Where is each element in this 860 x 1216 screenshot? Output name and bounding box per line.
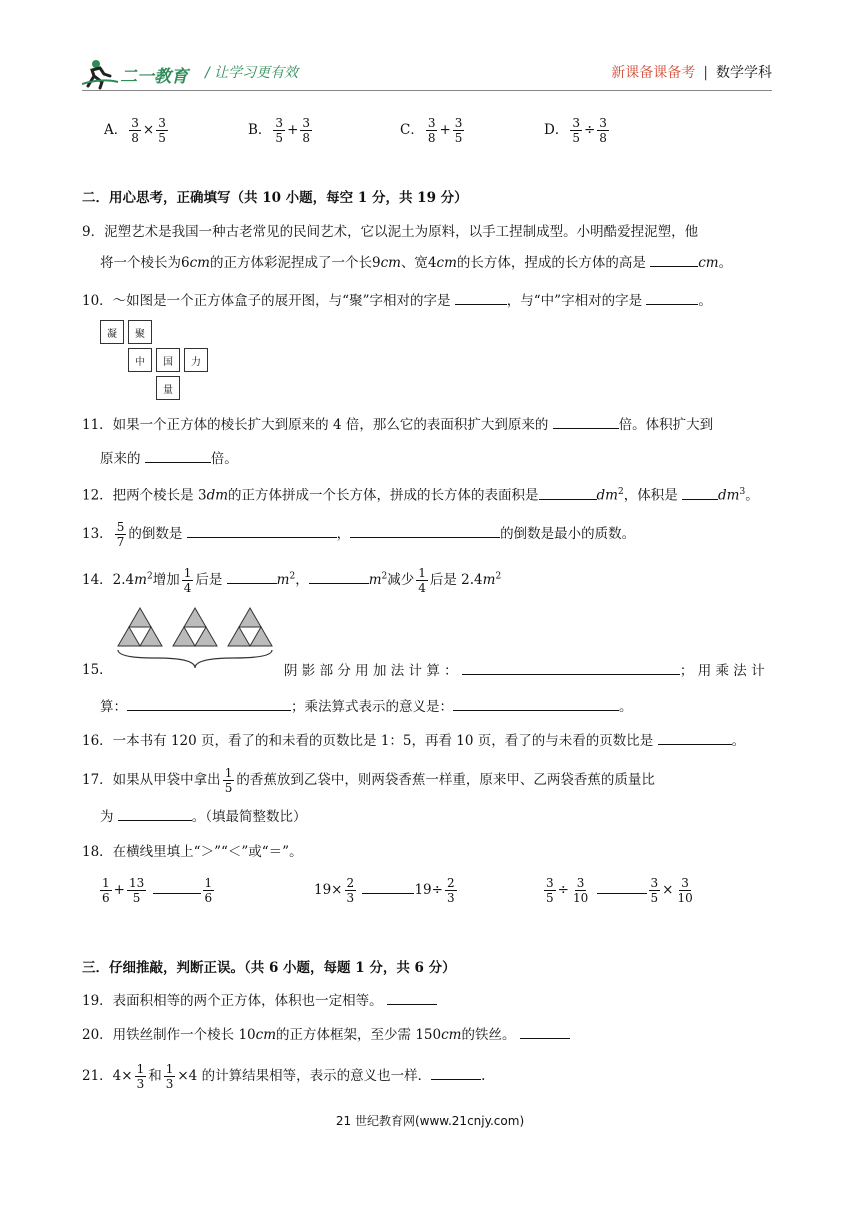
option-c [400,116,466,145]
answer-blank[interactable] [362,879,414,894]
answer-blank[interactable] [227,569,277,584]
fraction: $\frac{3}{5}$ [572,116,580,145]
answer-blank[interactable] [682,485,718,500]
answer-blank[interactable] [309,569,369,584]
fraction: $\frac{3}{8}$ [302,116,311,145]
option-b [248,116,314,145]
answer-blank[interactable] [387,990,437,1005]
q20-text: 20．用铁丝制作一个棱长 10cm的正方体框架，至少需 150cm的铁丝。 [82,1024,800,1045]
q10-text: 10．～如图是一个正方体盒子的展开图，与“聚”字相对的字是 ，与“中”字相对的字是 。 [82,290,800,311]
header-separator: | [703,65,708,81]
q18-title: 18．在横线里填上“＞”“＜”或“＝”。 [82,844,303,860]
answer-blank[interactable] [520,1024,570,1039]
answer-blank[interactable] [553,414,619,429]
answer-blank[interactable] [646,290,698,305]
fraction: $\frac{3}{5}$ [275,116,284,145]
header-subject [611,62,772,82]
q18-expr-1: $\frac{1}{6}$ + $\frac{13}{5}$ $\frac{1}{6}$ [102,876,213,905]
net-cell: 量 [156,376,180,400]
option-b-label: B． [248,122,272,138]
fraction: $\frac{1}{4}$ [418,566,426,595]
fraction: $\frac{3}{5}$ [158,116,166,145]
operator: + [439,122,451,138]
header-subject-text: 数学学科 [716,65,772,81]
section-2-title: 二．用心思考，正确填写（共 10 小题，每空 1 分，共 19 分） [82,190,468,206]
logo [82,56,202,90]
answer-blank[interactable] [145,448,211,463]
q18-expr-2: 19× $\frac{2}{3}$ 19÷ $\frac{2}{3}$ [314,876,455,905]
q19-text: 19．表面积相等的两个正方体，体积也一定相等。 [82,990,800,1011]
fraction: $\frac{1}{4}$ [183,566,192,595]
answer-blank[interactable] [153,879,201,894]
net-cell: 中 [128,348,152,372]
q14-text: 14．$2.4m^2$增加 $\frac{1}{4}$ 后是 $m^2$， $m^2$减少 $\frac{1}{4}$ 后是 $2.4m^2$ [82,566,502,595]
answer-blank[interactable] [597,879,647,894]
answer-blank[interactable] [539,485,597,500]
triangle-group [118,608,162,646]
logo-text: 二一教育 [120,67,188,87]
triangle-group [228,608,272,646]
operator: ÷ [583,122,596,138]
slogan: / 让学习更有效 [205,65,299,81]
net-cell: 力 [184,348,208,372]
option-a-label: A． [104,122,128,138]
answer-blank[interactable] [127,696,291,711]
fraction: $\frac{3}{8}$ [427,116,436,145]
q18-expr-3: $\frac{3}{5}$ ÷ $\frac{3}{10}$ $\frac{3}{5}$ × $\frac{3}{10}$ [546,876,693,905]
answer-blank[interactable] [187,523,337,538]
q9-line1: 9．泥塑艺术是我国一种古老常见的民间艺术，它以泥土为原料，以手工捏制成型。小明酷爱捏泥塑，他 [82,224,699,240]
fraction: $\frac{1}{5}$ [224,766,233,795]
q11-line1: 11．如果一个正方体的棱长扩大到原来的 4 倍，那么它的表面积扩大到原来的 倍。体积扩大到 [82,414,800,435]
header-red-text: 新课备课备考 [611,65,696,81]
answer-blank[interactable] [118,806,192,821]
q12-text: 12．把两个棱长是 3dm的正方体拼成一个长方体，拼成的长方体的表面积是 $dm^2$，体积是 $dm^3$。 [82,482,800,506]
option-d-label: D． [544,122,569,138]
answer-blank[interactable] [453,696,619,711]
net-cell: 聚 [128,320,152,344]
q15-line1: 15． 阴 影 部 分 用 加 法 计 算 ： ； 用 乘 法 计 [82,662,765,679]
answer-blank[interactable] [658,730,732,745]
fraction: $\frac{5}{7}$ [116,520,125,549]
q16-text: 16．一本书有 120 页，看了的和未看的页数比是 1：5，再看 10 页，看了的与未看的页数比是 。 [82,730,800,751]
fraction: $\frac{3}{8}$ [131,116,139,145]
answer-blank[interactable] [650,252,698,267]
q11-line2: 原来的 倍。 [100,448,800,469]
q17-line2: 为 。（填最简整数比） [100,806,800,827]
operator: × [142,122,155,138]
q17-line1: 17．如果从甲袋中拿出 $\frac{1}{5}$ 的香蕉放到乙袋中，则两袋香蕉一样重，原来甲、乙两袋香蕉的质量比 [82,766,655,795]
footer: 21 世纪教育网(www.21cnjy.com) [335,1114,525,1128]
q13-text: 13． $\frac{5}{7}$ 的倒数是 ， 的倒数是最小的质数。 [82,520,636,549]
net-cell: 凝 [100,320,124,344]
operator: + [287,122,299,138]
option-d [544,116,611,145]
q15-line2: 算： ；乘法算式表示的意义是： 。 [100,696,800,717]
net-cell: 国 [156,348,180,372]
q9-line2: 将一个棱长为6cm的正方体彩泥捏成了一个长9cm、宽4cm的长方体，捏成的长方体的高是 cm。 [100,252,800,273]
fraction: $\frac{3}{5}$ [454,116,463,145]
fraction: $\frac{3}{8}$ [599,116,607,145]
answer-blank[interactable] [462,660,680,675]
answer-blank[interactable] [455,290,507,305]
section-3-title: 三．仔细推敲，判断正误。（共 6 小题，每题 1 分，共 6 分） [82,960,456,976]
q18-expressions [82,876,800,916]
triangle-group [173,608,217,646]
header-rule [82,90,772,91]
option-c-label: C． [400,122,424,138]
q21-text: 21．4× $\frac{1}{3}$ 和 $\frac{1}{3}$ ×4 的计算结果相等，表示的意义也一样． . [82,1062,486,1091]
answer-blank[interactable] [350,523,500,538]
answer-blank[interactable] [431,1065,481,1080]
option-a [104,116,170,145]
